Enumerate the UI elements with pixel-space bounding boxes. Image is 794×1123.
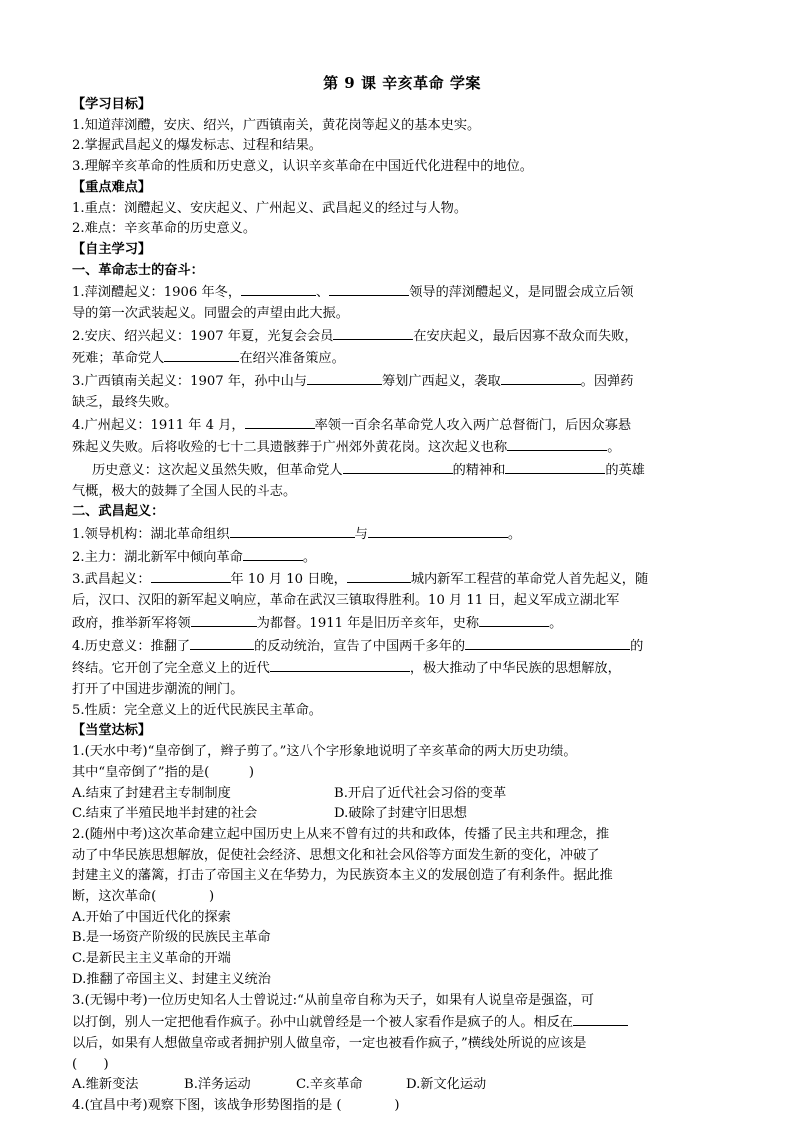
goal-item: 3.理解辛亥革命的性质和历史意义，认识辛亥革命在中国近代化进程中的地位。	[72, 159, 533, 175]
blank[interactable]	[465, 635, 630, 650]
goal-item: 1.知道萍浏醴，安庆、绍兴，广西镇南关，黄花岗等起义的基本史实。	[72, 117, 481, 133]
question-4: 4.(宜昌中考)观察下图，该战争形势图指的是 ( )	[72, 1098, 400, 1114]
question-2: 2.(随州中考)这次革命建立起中国历史上从来不曾有过的共和政体，传播了民主共和理念，推	[72, 826, 610, 842]
option-d[interactable]: D.推翻了帝国主义、封建主义统治	[72, 971, 271, 987]
page-title: 第 9 课 辛亥革命 学案	[323, 74, 481, 92]
blank[interactable]	[347, 568, 411, 583]
section-practice-heading: 【当堂达标】	[72, 723, 152, 739]
part1-item-1-cont: 导的第一次武装起义。同盟会的声望由此大振。	[72, 306, 349, 322]
part2-item-4: 4.历史意义：推翻了 的反动统治，宣告了中国两千多年的 的	[72, 635, 732, 658]
part1-heading: 一、革命志士的奋斗：	[72, 262, 204, 278]
blank[interactable]	[243, 546, 303, 561]
blank[interactable]	[191, 612, 257, 627]
question-3: 3.(无锡中考)一位历史知名人士曾说过:“从前皇帝自称为天子，如果有人说皇帝是强盗，可	[72, 992, 594, 1008]
part1-item-3: 3.广西镇南关起义：1907 年，孙中山与 筹划广西起义，袭取 。因弹药	[72, 370, 732, 393]
part1-item-4-significance: 历史意义：这次起义虽然失败，但革命党人 的精神和 的英雄	[72, 459, 732, 482]
option-c[interactable]: C.是新民主主义革命的开端	[72, 951, 231, 967]
option-d[interactable]: D.新文化运动	[406, 1077, 487, 1093]
blank[interactable]	[333, 325, 413, 340]
key-item: 2.难点：辛亥革命的历史意义。	[72, 221, 257, 237]
section-goals-heading: 【学习目标】	[72, 97, 152, 112]
question-1-options-cd	[72, 804, 732, 825]
part1-item-4-cont: 殊起义失败。后将收殓的七十二具遗骸葬于广州郊外黄花岗。这次起义也称 。	[72, 436, 732, 459]
part2-item-3-end: 政府，推举新军将领 为都督。1911 年是旧历辛亥年，史称 。	[72, 612, 732, 635]
blank[interactable]	[501, 370, 581, 385]
blank[interactable]	[507, 436, 607, 451]
blank[interactable]	[573, 1011, 628, 1026]
part1-item-2-cont: 死难；革命党人 在绍兴准备策应。	[72, 347, 732, 370]
blank[interactable]	[307, 370, 382, 385]
blank[interactable]	[241, 281, 316, 296]
part1-item-3-cont: 缺乏，最终失败。	[72, 394, 178, 410]
part2-item-5: 5.性质：完全意义上的近代民族民主革命。	[72, 702, 322, 718]
blank[interactable]	[245, 414, 315, 429]
key-item: 1.重点：浏醴起义、安庆起义、广州起义、武昌起义的经过与人物。	[72, 200, 468, 216]
option-b[interactable]: B.洋务运动	[184, 1077, 251, 1093]
section-key-heading: 【重点难点】	[72, 179, 152, 195]
blank[interactable]	[151, 568, 231, 583]
question-2-cont: 封建主义的藩篱，打击了帝国主义在华势力，为民族资本主义的发展创造了有利条件。据此推	[72, 868, 613, 884]
option-a[interactable]: A.开始了中国近代化的探索	[72, 909, 231, 925]
blank[interactable]	[368, 523, 508, 538]
question-3-cont: 以打倒，别人一定把他看作疯子。孙中山就曾经是一个被人家看作是疯子的人。相反在	[72, 1011, 732, 1034]
worksheet-page	[72, 72, 732, 1117]
blank[interactable]	[329, 281, 409, 296]
question-3-options	[72, 1075, 732, 1096]
question-1-stem: 其中“皇帝倒了”指的是( )	[72, 764, 255, 780]
part2-item-3: 3.武昌起义： 年 10 月 10 日晚， 城内新军工程营的革命党人首先起义，随	[72, 568, 732, 591]
part2-item-2: 2.主力：湖北新军中倾向革命 。	[72, 546, 732, 569]
blank[interactable]	[505, 459, 605, 474]
option-b[interactable]: B.是一场资产阶级的民族民主革命	[72, 930, 271, 946]
option-d[interactable]: D.破除了封建守旧思想	[334, 806, 467, 822]
part1-item-2: 2.安庆、绍兴起义：1907 年夏，光复会会员 在安庆起义，最后因寡不敌众而失败，	[72, 325, 732, 348]
question-3-cont: 以后，如果有人想做皇帝或者拥护别人做皇帝，一定也被看作疯子，”横线处所说的应该是	[72, 1035, 587, 1051]
part1-item-4: 4.广州起义：1911 年 4 月， 率领一百余名革命党人攻入两广总督衙门，后因众寡悬	[72, 414, 732, 437]
option-a[interactable]: A.维新变法	[72, 1077, 139, 1093]
question-2-stem: 断，这次革命( )	[72, 889, 215, 905]
question-1-options-ab	[72, 784, 732, 805]
blank[interactable]	[190, 635, 254, 650]
blank[interactable]	[343, 459, 453, 474]
question-1: 1.(天水中考)“皇帝倒了，辫子剪了。”这八个字形象地说明了辛亥革命的两大历史功绩。	[72, 744, 577, 760]
part2-item-1: 1.领导机构：湖北革命组织 与 。	[72, 523, 732, 546]
part2-item-4-cont: 终结。它开创了完全意义上的近代 ，极大推动了中华民族的思想解放，	[72, 657, 732, 680]
blank[interactable]	[230, 523, 355, 538]
option-b[interactable]: B.开启了近代社会习俗的变革	[334, 785, 507, 801]
option-a[interactable]: A.结束了封建君主专制制度	[72, 785, 231, 801]
part1-item-4-end: 气概，极大的鼓舞了全国人民的斗志。	[72, 483, 297, 499]
blank[interactable]	[164, 347, 239, 362]
question-3-stem: ( )	[72, 1056, 109, 1072]
goal-item: 2.掌握武昌起义的爆发标志、过程和结果。	[72, 138, 322, 154]
part2-item-3-cont: 后，汉口、汉阳的新军起义响应，革命在武汉三镇取得胜利。10 月 11 日，起义军成立湖北军	[72, 593, 620, 609]
part2-item-4-end: 打开了中国进步潮流的闸门。	[72, 681, 244, 697]
blank[interactable]	[479, 612, 549, 627]
option-c[interactable]: C.辛亥革命	[296, 1077, 363, 1093]
section-self-heading: 【自主学习】	[72, 241, 152, 257]
part2-heading: 二、武昌起义：	[72, 504, 165, 520]
question-2-cont: 动了中华民族思想解放，促使社会经济、思想文化和社会风俗等方面发生新的变化，冲破了	[72, 847, 600, 863]
option-c[interactable]: C.结束了半殖民地半封建的社会	[72, 806, 258, 822]
part1-item-1: 1.萍浏醴起义：1906 年冬， 、 领导的萍浏醴起义，是同盟会成立后领	[72, 281, 732, 304]
blank[interactable]	[270, 657, 410, 672]
